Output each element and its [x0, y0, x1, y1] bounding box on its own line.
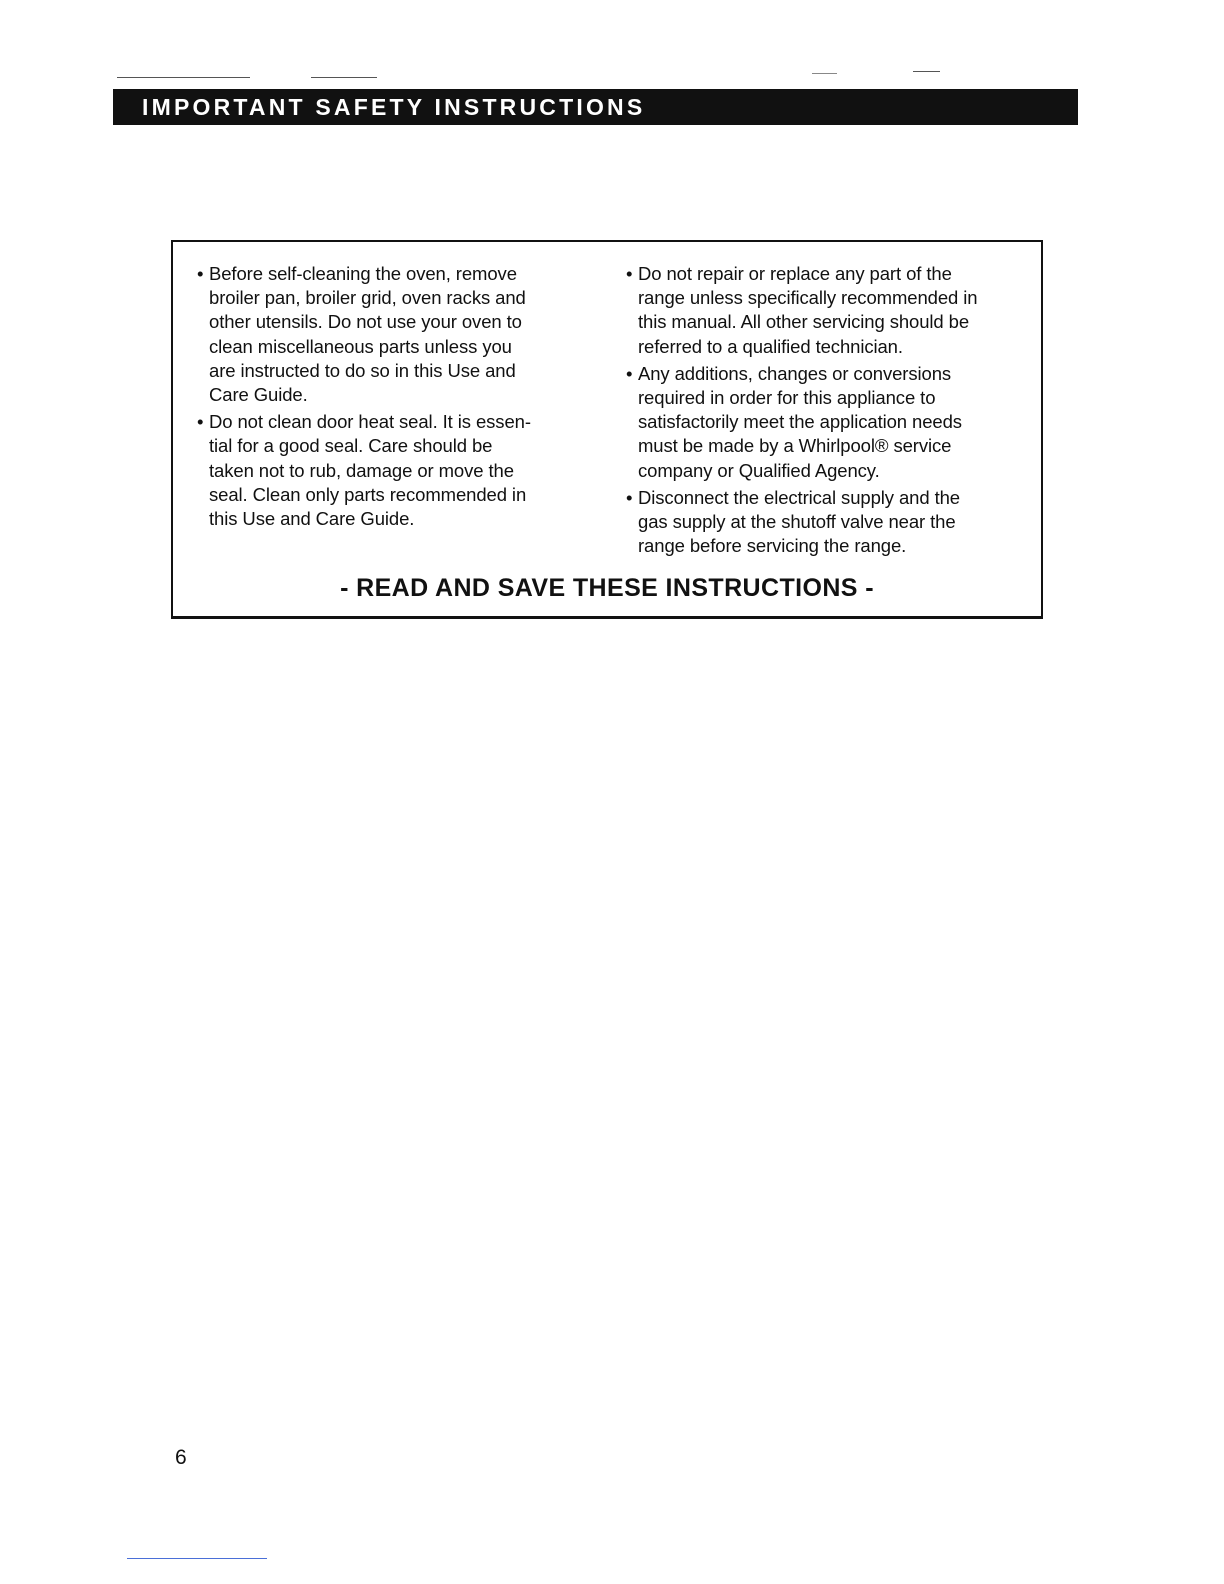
instruction-line: range unless specifically recommended in	[638, 287, 978, 309]
bullet-icon: •	[197, 263, 204, 284]
scan-mark	[117, 77, 250, 78]
safety-instructions-box	[171, 240, 1043, 619]
instruction-line: gas supply at the shutoff valve near the	[638, 511, 956, 533]
right-column	[626, 262, 1036, 561]
read-and-save-note: - READ AND SAVE THESE INSTRUCTIONS -	[340, 574, 874, 602]
instruction-line: other utensils. Do not use your oven to	[209, 311, 522, 333]
instruction-line: taken not to rub, damage or move the	[209, 459, 514, 481]
instruction-line: this Use and Care Guide.	[209, 508, 415, 530]
instruction-line: seal. Clean only parts recommended in	[209, 483, 527, 505]
instruction-line: Do not clean door heat seal. It is essen-	[209, 411, 531, 433]
instruction-line: broiler pan, broiler grid, oven racks and	[209, 287, 526, 309]
left-column	[197, 262, 597, 534]
instruction-line: referred to a qualified technician.	[638, 335, 903, 357]
instruction-item	[626, 486, 1036, 559]
instruction-line: tial for a good seal. Care should be	[209, 435, 493, 457]
scan-mark	[913, 71, 940, 72]
scan-mark	[311, 77, 377, 78]
instruction-item	[197, 262, 597, 407]
instruction-item	[626, 262, 1036, 359]
instruction-line: company or Qualified Agency.	[638, 459, 880, 481]
instruction-line: satisfactorily meet the application needs	[638, 411, 962, 433]
section-title: IMPORTANT SAFETY INSTRUCTIONS	[142, 94, 646, 120]
instruction-item	[197, 410, 597, 531]
instruction-line: must be made by a Whirlpool® service	[638, 435, 952, 457]
bullet-icon: •	[197, 411, 204, 433]
instruction-item	[626, 362, 1036, 483]
page-number: 6	[175, 1446, 187, 1469]
instruction-line: required in order for this appliance to	[638, 387, 936, 409]
instruction-line: Disconnect the electrical supply and the	[638, 486, 960, 508]
instruction-line: this manual. All other servicing should be	[638, 311, 970, 333]
instruction-line: range before servicing the range.	[638, 535, 907, 557]
scan-mark	[812, 73, 837, 74]
scan-underline	[127, 1558, 267, 1559]
instruction-line: Do not repair or replace any part of the	[638, 263, 952, 284]
instruction-line: Before self-cleaning the oven, remove	[209, 263, 517, 284]
section-header-bar	[113, 89, 1078, 125]
instruction-line: are instructed to do so in this Use and	[209, 359, 516, 381]
bullet-icon: •	[626, 362, 633, 384]
bullet-icon: •	[626, 263, 633, 284]
instruction-line: clean miscellaneous parts unless you	[209, 335, 512, 357]
bullet-icon: •	[626, 486, 633, 508]
instruction-line: Any additions, changes or conversions	[638, 362, 952, 384]
instruction-line: Care Guide.	[209, 384, 308, 406]
